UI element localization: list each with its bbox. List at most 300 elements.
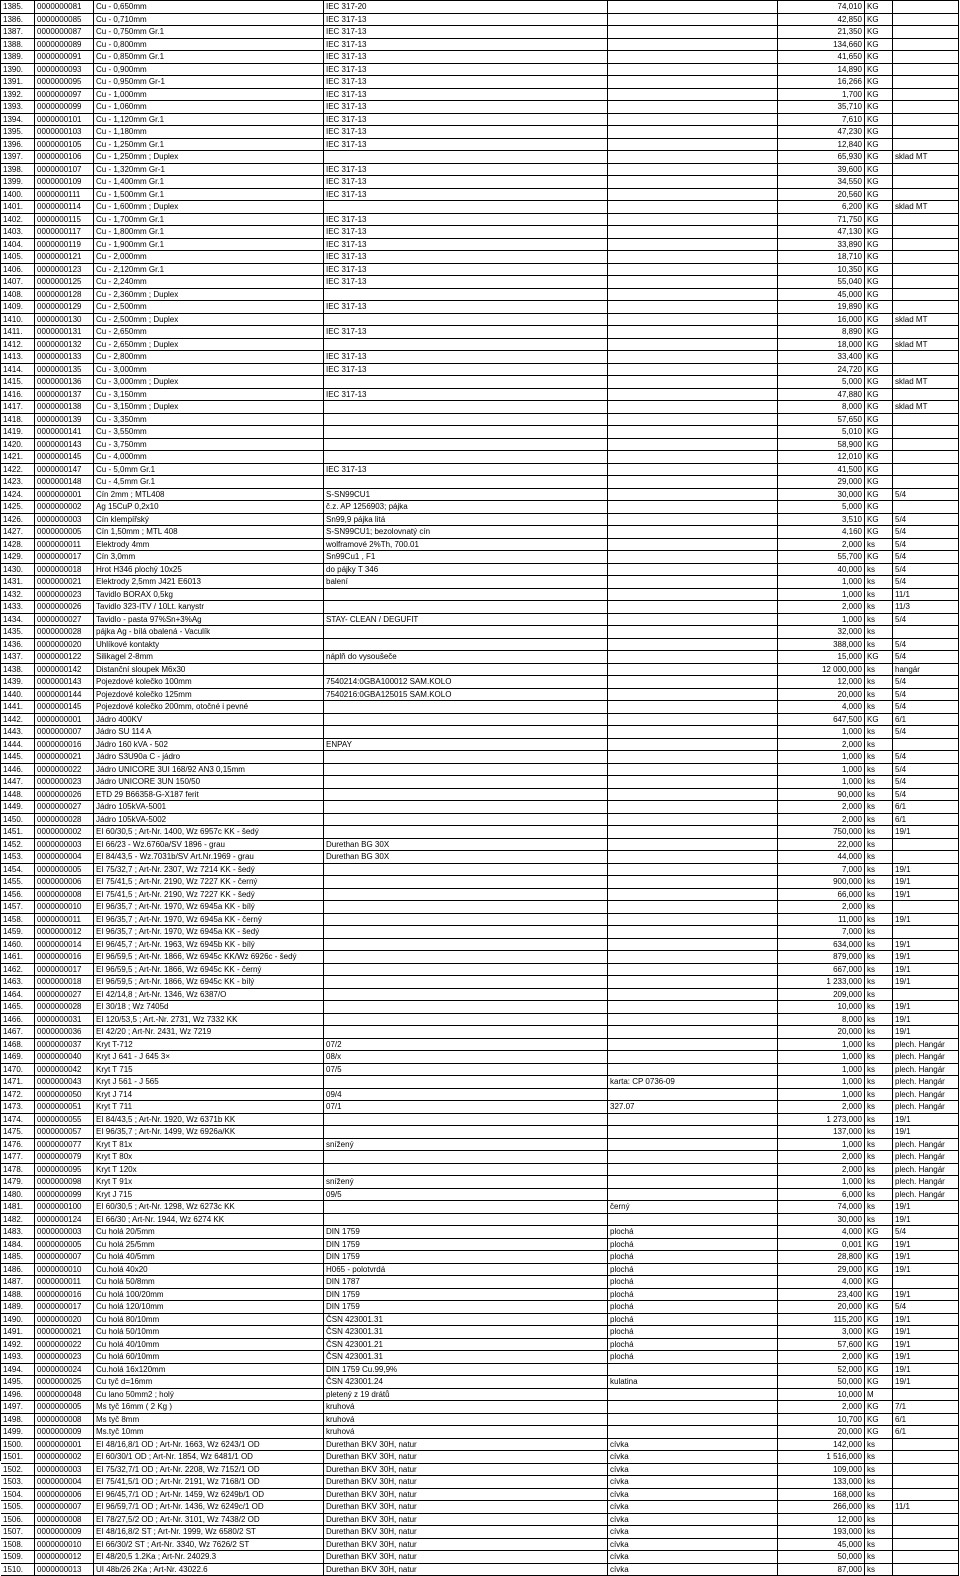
item-note: cívka <box>608 1551 778 1563</box>
table-row <box>1 201 959 214</box>
item-name: Cu - 3,750mm <box>94 439 324 451</box>
item-name: Cu holá 120/10mm <box>94 1301 324 1313</box>
item-name: Cu lano 50mm2 ; holý <box>94 1389 324 1401</box>
item-name: Cu - 2,650mm ; Duplex <box>94 339 324 351</box>
item-name: Cu - 1,250mm Gr.1 <box>94 139 324 151</box>
item-name: pájka Ag - bílá obalená - Vaculík <box>94 626 324 638</box>
table-row <box>1 914 959 927</box>
item-name: Cu - 1,600mm ; Duplex <box>94 201 324 213</box>
item-quantity: 2,000 <box>778 901 865 913</box>
item-quantity: 7,000 <box>778 864 865 876</box>
item-code: 0000000005 <box>35 1401 94 1413</box>
item-note <box>608 226 778 238</box>
item-location <box>893 1551 959 1563</box>
item-note <box>608 339 778 351</box>
item-note <box>608 14 778 26</box>
item-spec <box>324 339 608 351</box>
row-number: 1479. <box>1 1176 35 1188</box>
item-unit: ks <box>865 1564 893 1576</box>
item-code: 0000000095 <box>35 1164 94 1176</box>
item-code: 0000000010 <box>35 1264 94 1276</box>
item-code: 0000000005 <box>35 864 94 876</box>
item-name: EI 42/20 ; Art-Nr. 2431, Wz 7219 <box>94 1026 324 1038</box>
item-spec: snížený <box>324 1176 608 1188</box>
item-quantity: 109,000 <box>778 1464 865 1476</box>
item-unit: ks <box>865 676 893 688</box>
item-unit: KG <box>865 1 893 13</box>
table-row <box>1 764 959 777</box>
item-unit: ks <box>865 1151 893 1163</box>
item-location <box>893 164 959 176</box>
table-row <box>1 314 959 327</box>
row-number: 1406. <box>1 264 35 276</box>
item-spec: IEC 317-13 <box>324 389 608 401</box>
item-note <box>608 589 778 601</box>
item-unit: KG <box>865 101 893 113</box>
table-row <box>1 426 959 439</box>
item-quantity: 87,000 <box>778 1564 865 1576</box>
item-code: 0000000005 <box>35 526 94 538</box>
table-row <box>1 89 959 102</box>
item-note <box>608 351 778 363</box>
item-location <box>893 251 959 263</box>
row-number: 1489. <box>1 1301 35 1313</box>
item-quantity: 12,000 <box>778 676 865 688</box>
item-name: Cu - 2,500mm <box>94 301 324 313</box>
table-row <box>1 189 959 202</box>
row-number: 1386. <box>1 14 35 26</box>
item-location: 11/1 <box>893 589 959 601</box>
item-code: 0000000021 <box>35 576 94 588</box>
item-spec: IEC 317-13 <box>324 51 608 63</box>
item-quantity: 74,000 <box>778 1201 865 1213</box>
item-name: Cu holá 40/10mm <box>94 1339 324 1351</box>
item-note <box>608 976 778 988</box>
item-spec: ENPAY <box>324 739 608 751</box>
item-location <box>893 14 959 26</box>
item-location: 5/4 <box>893 689 959 701</box>
table-row <box>1 626 959 639</box>
table-row <box>1 1326 959 1339</box>
row-number: 1486. <box>1 1264 35 1276</box>
item-location: plech. Hangár <box>893 1164 959 1176</box>
row-number: 1445. <box>1 751 35 763</box>
row-number: 1442. <box>1 714 35 726</box>
item-quantity: 55,700 <box>778 551 865 563</box>
table-row <box>1 1176 959 1189</box>
item-location <box>893 439 959 451</box>
item-unit: M <box>865 1389 893 1401</box>
item-unit: ks <box>865 926 893 938</box>
row-number: 1484. <box>1 1239 35 1251</box>
row-number: 1456. <box>1 889 35 901</box>
item-note <box>608 989 778 1001</box>
item-spec <box>324 964 608 976</box>
item-location: 19/1 <box>893 964 959 976</box>
item-code: 0000000023 <box>35 589 94 601</box>
item-unit: KG <box>865 714 893 726</box>
item-unit: KG <box>865 351 893 363</box>
table-row <box>1 1289 959 1302</box>
item-quantity: 2,000 <box>778 1401 865 1413</box>
item-note <box>608 1089 778 1101</box>
item-note <box>608 789 778 801</box>
row-number: 1493. <box>1 1351 35 1363</box>
item-note: kulatina <box>608 1376 778 1388</box>
item-spec <box>324 1026 608 1038</box>
item-location: 5/4 <box>893 789 959 801</box>
item-code: 0000000136 <box>35 376 94 388</box>
item-quantity: 20,000 <box>778 1301 865 1313</box>
table-row <box>1 1539 959 1552</box>
row-number: 1417. <box>1 401 35 413</box>
item-note <box>608 801 778 813</box>
item-unit: KG <box>865 164 893 176</box>
item-unit: KG <box>865 301 893 313</box>
table-row <box>1 514 959 527</box>
item-spec: Durethan BG 30X <box>324 851 608 863</box>
item-name: Jádro S3U90a C - jádro <box>94 751 324 763</box>
table-row <box>1 576 959 589</box>
item-note <box>608 201 778 213</box>
row-number: 1419. <box>1 426 35 438</box>
table-row <box>1 1026 959 1039</box>
item-unit: KG <box>865 526 893 538</box>
item-quantity: 1,000 <box>778 576 865 588</box>
table-row <box>1 414 959 427</box>
item-spec: 07/5 <box>324 1064 608 1076</box>
item-code: 0000000106 <box>35 151 94 163</box>
item-note <box>608 151 778 163</box>
item-code: 0000000050 <box>35 1089 94 1101</box>
item-unit: ks <box>865 1214 893 1226</box>
item-code: 0000000027 <box>35 614 94 626</box>
table-row <box>1 476 959 489</box>
item-location: plech. Hangár <box>893 1101 959 1113</box>
item-name: Ms tyč 16mm ( 2 Kg ) <box>94 1401 324 1413</box>
item-location: 19/1 <box>893 864 959 876</box>
item-note: cívka <box>608 1564 778 1576</box>
item-note: cívka <box>608 1501 778 1513</box>
item-name: EI 75/32,7 ; Art-Nr. 2307, Wz 7214 KK - šedý <box>94 864 324 876</box>
row-number: 1507. <box>1 1526 35 1538</box>
item-name: Cu - 1,180mm <box>94 126 324 138</box>
row-number: 1485. <box>1 1251 35 1263</box>
item-unit: KG <box>865 1339 893 1351</box>
item-spec: IEC 317-13 <box>324 14 608 26</box>
item-unit: KG <box>865 1376 893 1388</box>
item-quantity: 1,000 <box>778 776 865 788</box>
item-code: 0000000002 <box>35 1451 94 1463</box>
item-code: 0000000008 <box>35 1414 94 1426</box>
item-location <box>893 1 959 13</box>
item-code: 0000000043 <box>35 1076 94 1088</box>
item-unit: ks <box>865 801 893 813</box>
row-number: 1412. <box>1 339 35 351</box>
item-location: 5/4 <box>893 776 959 788</box>
item-location: 5/4 <box>893 676 959 688</box>
item-location <box>893 301 959 313</box>
row-number: 1413. <box>1 351 35 363</box>
item-name: Cu - 2,360mm ; Duplex <box>94 289 324 301</box>
table-row <box>1 1426 959 1439</box>
item-location: 19/1 <box>893 1314 959 1326</box>
item-note <box>608 1001 778 1013</box>
item-unit: KG <box>865 64 893 76</box>
item-location <box>893 1564 959 1576</box>
item-code: 0000000135 <box>35 364 94 376</box>
row-number: 1467. <box>1 1026 35 1038</box>
row-number: 1461. <box>1 951 35 963</box>
item-code: 0000000025 <box>35 1376 94 1388</box>
item-location <box>893 76 959 88</box>
item-quantity: 57,650 <box>778 414 865 426</box>
item-location: 6/1 <box>893 814 959 826</box>
item-spec: IEC 317-13 <box>324 464 608 476</box>
item-location <box>893 476 959 488</box>
item-code: 0000000125 <box>35 276 94 288</box>
item-unit: KG <box>865 1351 893 1363</box>
item-code: 0000000014 <box>35 939 94 951</box>
item-code: 0000000028 <box>35 1001 94 1013</box>
row-number: 1468. <box>1 1039 35 1051</box>
item-location: 5/4 <box>893 701 959 713</box>
item-unit: KG <box>865 1301 893 1313</box>
table-row <box>1 726 959 739</box>
item-code: 0000000057 <box>35 1126 94 1138</box>
item-code: 0000000040 <box>35 1051 94 1063</box>
item-quantity: 2,000 <box>778 1351 865 1363</box>
item-spec: 7540214:0GBA100012 SAM.KOLO <box>324 676 608 688</box>
item-quantity: 30,000 <box>778 1214 865 1226</box>
item-spec <box>324 801 608 813</box>
item-quantity: 133,000 <box>778 1476 865 1488</box>
item-code: 0000000003 <box>35 1464 94 1476</box>
item-code: 0000000107 <box>35 164 94 176</box>
item-spec: Durethan BKV 30H, natur <box>324 1551 608 1563</box>
item-quantity: 20,000 <box>778 1026 865 1038</box>
item-code: 0000000016 <box>35 1289 94 1301</box>
item-code: 0000000020 <box>35 1314 94 1326</box>
item-unit: KG <box>865 201 893 213</box>
row-number: 1457. <box>1 901 35 913</box>
table-row <box>1 389 959 402</box>
item-code: 0000000007 <box>35 1251 94 1263</box>
item-name: Cu - 0,850mm Gr.1 <box>94 51 324 63</box>
item-code: 0000000036 <box>35 1026 94 1038</box>
item-code: 0000000124 <box>35 1214 94 1226</box>
item-location: sklad MT <box>893 151 959 163</box>
item-quantity: 20,560 <box>778 189 865 201</box>
table-row <box>1 651 959 664</box>
item-code: 0000000022 <box>35 1339 94 1351</box>
item-spec <box>324 639 608 651</box>
row-number: 1483. <box>1 1226 35 1238</box>
item-location: plech. Hangár <box>893 1064 959 1076</box>
item-spec: IEC 317-13 <box>324 214 608 226</box>
item-quantity: 45,000 <box>778 1539 865 1551</box>
row-number: 1389. <box>1 51 35 63</box>
item-note <box>608 1414 778 1426</box>
item-name: Cu holá 40/5mm <box>94 1251 324 1263</box>
table-row <box>1 964 959 977</box>
item-spec: Durethan BKV 30H, natur <box>324 1464 608 1476</box>
item-name: EI 48/16,8/1 OD ; Art-Nr. 1663, Wz 6243/1 OD <box>94 1439 324 1451</box>
item-note <box>608 639 778 651</box>
item-code: 0000000021 <box>35 1326 94 1338</box>
item-quantity: 10,000 <box>778 1389 865 1401</box>
table-row <box>1 1451 959 1464</box>
item-code: 0000000026 <box>35 601 94 613</box>
table-row <box>1 1314 959 1327</box>
item-code: 0000000024 <box>35 1364 94 1376</box>
item-note: cívka <box>608 1539 778 1551</box>
item-name: EI 30/18 ; Wz 7405d <box>94 1001 324 1013</box>
item-unit: KG <box>865 189 893 201</box>
item-name: Cu - 1,800mm Gr.1 <box>94 226 324 238</box>
item-quantity: 33,400 <box>778 351 865 363</box>
row-number: 1488. <box>1 1289 35 1301</box>
item-spec: DIN 1759 <box>324 1251 608 1263</box>
row-number: 1420. <box>1 439 35 451</box>
row-number: 1448. <box>1 789 35 801</box>
item-note: plochá <box>608 1314 778 1326</box>
item-spec: IEC 317-13 <box>324 139 608 151</box>
item-unit: KG <box>865 1289 893 1301</box>
item-name: Ms.tyč 10mm <box>94 1426 324 1438</box>
table-row <box>1 1151 959 1164</box>
table-row <box>1 489 959 502</box>
item-unit: ks <box>865 914 893 926</box>
item-note <box>608 1426 778 1438</box>
item-unit: KG <box>865 1226 893 1238</box>
item-quantity: 8,890 <box>778 326 865 338</box>
item-location <box>893 1514 959 1526</box>
table-row <box>1 1164 959 1177</box>
item-note <box>608 1164 778 1176</box>
item-spec <box>324 426 608 438</box>
item-quantity: 50,000 <box>778 1376 865 1388</box>
item-note <box>608 139 778 151</box>
item-unit: KG <box>865 176 893 188</box>
table-row <box>1 401 959 414</box>
table-row <box>1 1114 959 1127</box>
row-number: 1509. <box>1 1551 35 1563</box>
item-unit: ks <box>865 1439 893 1451</box>
item-spec: ČSN 423001.31 <box>324 1351 608 1363</box>
item-code: 0000000085 <box>35 14 94 26</box>
item-code: 0000000017 <box>35 1301 94 1313</box>
item-note <box>608 1189 778 1201</box>
item-note <box>608 64 778 76</box>
table-row <box>1 464 959 477</box>
item-quantity: 193,000 <box>778 1526 865 1538</box>
item-quantity: 21,350 <box>778 26 865 38</box>
item-quantity: 5,000 <box>778 501 865 513</box>
item-location <box>893 926 959 938</box>
item-quantity: 1 233,000 <box>778 976 865 988</box>
item-code: 0000000131 <box>35 326 94 338</box>
item-unit: ks <box>865 1064 893 1076</box>
item-location <box>893 126 959 138</box>
item-spec: 07/1 <box>324 1101 608 1113</box>
table-row <box>1 301 959 314</box>
item-location <box>893 351 959 363</box>
item-name: EI 96/35,7 ; Art-Nr. 1970, Wz 6945a KK - černý <box>94 914 324 926</box>
item-spec: DIN 1759 <box>324 1289 608 1301</box>
item-location <box>893 264 959 276</box>
item-spec: STAY- CLEAN / DEGUFIT <box>324 614 608 626</box>
item-spec: IEC 317-13 <box>324 251 608 263</box>
item-quantity: 41,500 <box>778 464 865 476</box>
item-spec: IEC 317-13 <box>324 264 608 276</box>
item-spec <box>324 901 608 913</box>
item-spec <box>324 976 608 988</box>
item-unit: ks <box>865 851 893 863</box>
item-quantity: 29,000 <box>778 1264 865 1276</box>
item-spec: Durethan BKV 30H, natur <box>324 1476 608 1488</box>
item-location <box>893 1276 959 1288</box>
row-number: 1394. <box>1 114 35 126</box>
item-note <box>608 401 778 413</box>
table-row <box>1 551 959 564</box>
item-unit: ks <box>865 1464 893 1476</box>
item-spec: IEC 317-13 <box>324 64 608 76</box>
row-number: 1498. <box>1 1414 35 1426</box>
item-location: 7/1 <box>893 1401 959 1413</box>
item-note <box>608 714 778 726</box>
item-name: Jádro 105kVA-5001 <box>94 801 324 813</box>
item-name: Cu - 4,5mm Gr.1 <box>94 476 324 488</box>
item-spec: DIN 1759 <box>324 1226 608 1238</box>
item-location <box>893 839 959 851</box>
item-note <box>608 76 778 88</box>
table-row <box>1 1001 959 1014</box>
item-code: 0000000003 <box>35 839 94 851</box>
item-spec: DIN 1787 <box>324 1276 608 1288</box>
item-quantity: 24,720 <box>778 364 865 376</box>
item-quantity: 47,230 <box>778 126 865 138</box>
item-name: EI 96/59,7/1 OD ; Art-Nr. 1436, Wz 6249c/1 OD <box>94 1501 324 1513</box>
item-spec <box>324 451 608 463</box>
row-number: 1424. <box>1 489 35 501</box>
item-quantity: 57,600 <box>778 1339 865 1351</box>
item-code: 0000000145 <box>35 701 94 713</box>
item-location <box>893 1439 959 1451</box>
item-location: 5/4 <box>893 614 959 626</box>
item-code: 0000000132 <box>35 339 94 351</box>
item-note <box>608 889 778 901</box>
item-name: Distanční sloupek M6x30 <box>94 664 324 676</box>
row-number: 1392. <box>1 89 35 101</box>
item-spec <box>324 151 608 163</box>
row-number: 1492. <box>1 1339 35 1351</box>
item-note: cívka <box>608 1514 778 1526</box>
item-location <box>893 414 959 426</box>
item-spec <box>324 814 608 826</box>
item-name: Cu - 2,240mm <box>94 276 324 288</box>
item-spec: pletený z 19 drátů <box>324 1389 608 1401</box>
item-quantity: 2,000 <box>778 814 865 826</box>
item-quantity: 12 000,000 <box>778 664 865 676</box>
item-spec <box>324 876 608 888</box>
item-name: Cu holá 20/5mm <box>94 1226 324 1238</box>
table-row <box>1 1264 959 1277</box>
item-quantity: 22,000 <box>778 839 865 851</box>
item-code: 0000000028 <box>35 814 94 826</box>
table-row <box>1 864 959 877</box>
row-number: 1427. <box>1 526 35 538</box>
